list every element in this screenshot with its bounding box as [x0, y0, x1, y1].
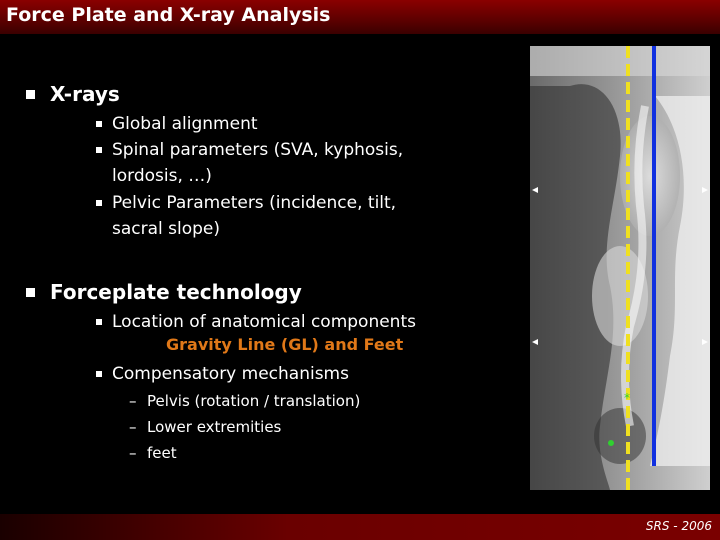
list-item-text: sacral slope): [112, 219, 221, 239]
square-bullet-icon: [96, 121, 102, 127]
title-bar: [0, 0, 720, 34]
sub-list-item-text: feet: [147, 444, 177, 462]
section-heading: X-rays: [50, 82, 120, 106]
footer-bar: [0, 514, 720, 540]
list-item-text: Global alignment: [112, 114, 258, 134]
footer-text: SRS - 2006: [645, 519, 712, 533]
highlight-text: Gravity Line (GL) and Feet: [166, 335, 404, 354]
slide-title: Force Plate and X-ray Analysis: [6, 4, 331, 26]
dash-bullet-icon: –: [129, 392, 137, 410]
list-item-text: Spinal parameters (SVA, kyphosis,: [112, 140, 404, 160]
sub-list-item-text: Lower extremities: [147, 418, 282, 436]
square-bullet-icon: [96, 200, 102, 206]
list-item-text: Location of anatomical components: [112, 312, 416, 332]
sub-list-item-text: Pelvis (rotation / translation): [147, 392, 361, 410]
dash-bullet-icon: –: [129, 418, 137, 436]
square-bullet-icon: [96, 371, 102, 377]
section-heading: Forceplate technology: [50, 280, 302, 304]
xray-image: [530, 46, 710, 490]
square-bullet-icon: [26, 90, 35, 99]
list-item-text: Pelvic Parameters (incidence, tilt,: [112, 193, 397, 213]
list-item-text: Compensatory mechanisms: [112, 364, 349, 384]
dash-bullet-icon: –: [129, 444, 137, 462]
square-bullet-icon: [96, 147, 102, 153]
square-bullet-icon: [26, 288, 35, 297]
list-item-text: lordosis, …): [112, 166, 212, 186]
square-bullet-icon: [96, 319, 102, 325]
svg-text:*: *: [624, 391, 630, 405]
